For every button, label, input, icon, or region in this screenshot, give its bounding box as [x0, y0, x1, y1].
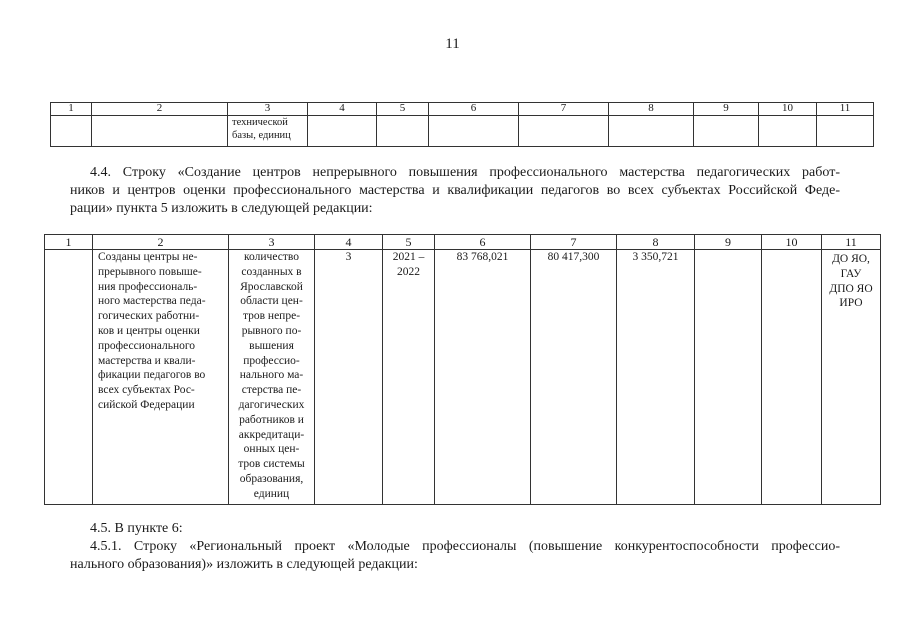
table-header-cell: 5 [377, 103, 429, 116]
paragraph-4-5-1-line2: нального образования)» изложить в следующей редакции: [70, 557, 418, 572]
cell-line: мастерства и квали- [98, 354, 196, 367]
cell-line: Созданы центры не- [98, 251, 198, 263]
cell-line: профессионального [98, 339, 196, 352]
table-header-cell: 9 [695, 235, 762, 250]
table-header-cell: 3 [229, 235, 315, 250]
cell-line: тров системы [238, 458, 305, 471]
table-row [45, 250, 881, 505]
cell-line: онных цен- [243, 443, 300, 456]
table-cell [519, 116, 609, 147]
table-cell-period [383, 250, 435, 505]
table-cell-amount: 80 417,300 [531, 250, 617, 505]
cell-line: 2022 [397, 265, 420, 278]
cell-line: ного мастерства педа- [98, 295, 206, 308]
paragraph-4-5-1-line1: 4.5.1. Строку «Региональный проект «Молодые профессионалы (повышение конкурентоспособности профессио- [90, 539, 840, 554]
cell-line: сийской Федерации [98, 398, 195, 411]
cell-line: гогических работни- [98, 310, 200, 323]
table-header-cell: 10 [759, 103, 817, 116]
cell-line: нального ма- [239, 369, 304, 382]
cell-line: всех субъектах Рос- [98, 384, 195, 397]
cell-line: 2021 – [392, 251, 425, 263]
cell-line: ДО ЯО, [832, 253, 870, 265]
paragraph-4-4-line3: рации» пункта 5 изложить в следующей редакции: [70, 201, 373, 216]
table-cell [817, 116, 874, 147]
cell-line: базы, единиц [232, 130, 291, 141]
table-header-cell: 4 [315, 235, 383, 250]
table-cell-indicator [228, 116, 308, 147]
table-header-cell: 3 [228, 103, 308, 116]
table-cell-value: 3 [315, 250, 383, 505]
cell-line: дагогических [238, 398, 305, 411]
table-header-cell: 1 [51, 103, 92, 116]
table-cell-amount: 83 768,021 [435, 250, 531, 505]
table-header-cell: 8 [617, 235, 695, 250]
cell-line: количество [244, 251, 299, 263]
table-cell-result [93, 250, 229, 505]
table-cell [759, 116, 817, 147]
table-header-cell: 4 [308, 103, 377, 116]
cell-line: прерывного повыше- [98, 265, 202, 278]
table-header-cell: 11 [822, 235, 881, 250]
table-header-cell: 5 [383, 235, 435, 250]
paragraph-4-4-line2: ников и центров оценки профессионального мастерства и квалификации педагогов во всех субъектах Российской Феде- [70, 183, 840, 198]
table-header-row [45, 235, 881, 250]
table-cell-executor [822, 250, 881, 505]
table-header-cell: 2 [92, 103, 228, 116]
cell-line: области цен- [240, 295, 303, 308]
cell-line: работников и [239, 413, 304, 426]
cell-line: ДПО ЯО [829, 282, 873, 295]
table-cell [308, 116, 377, 147]
cell-line: Ярославской [240, 280, 303, 293]
table-cell [609, 116, 694, 147]
table-cell [762, 250, 822, 505]
cell-line: аккредитаци- [238, 428, 305, 441]
table-header-cell: 9 [694, 103, 759, 116]
cell-line: единиц [253, 487, 290, 500]
table-header-cell: 11 [817, 103, 874, 116]
paragraph-4-5: 4.5. В пункте 6: [90, 521, 183, 536]
table-header-cell: 2 [93, 235, 229, 250]
table-cell [377, 116, 429, 147]
table-replacement-row [44, 234, 881, 505]
table-header-cell: 1 [45, 235, 93, 250]
table-cell [45, 250, 93, 505]
paragraph-4-4-line1: 4.4. Строку «Создание центров непрерывного повышения профессионального мастерства педагогических работ- [90, 165, 840, 180]
page-number: 11 [445, 36, 460, 52]
table-cell [92, 116, 228, 147]
table-header-cell: 7 [531, 235, 617, 250]
table-header-cell: 8 [609, 103, 694, 116]
cell-line: ГАУ [840, 267, 862, 280]
cell-line: ков и центры оценки [98, 324, 200, 337]
table-row [51, 116, 874, 147]
cell-line: вышения [249, 339, 294, 352]
table-cell-indicator [229, 250, 315, 505]
cell-line: рывного по- [241, 324, 302, 337]
cell-line: фикации педагогов во [98, 369, 206, 382]
table-header-cell: 6 [435, 235, 531, 250]
cell-line: образования, [239, 472, 304, 485]
table-header-cell: 7 [519, 103, 609, 116]
table-continued [50, 102, 874, 147]
table-header-cell: 6 [429, 103, 519, 116]
table-header-cell: 10 [762, 235, 822, 250]
cell-line: тров непре- [242, 310, 301, 323]
table-cell [695, 250, 762, 505]
table-cell-amount: 3 350,721 [617, 250, 695, 505]
cell-line: профессио- [243, 354, 300, 367]
cell-line: созданных в [241, 265, 302, 278]
table-cell [51, 116, 92, 147]
cell-line: технической [232, 117, 288, 128]
cell-line: ИРО [839, 297, 863, 310]
table-header-row [51, 103, 874, 116]
table-cell [694, 116, 759, 147]
cell-line: стерства пе- [241, 384, 302, 397]
cell-line: ния профессиональ- [98, 280, 198, 293]
table-cell [429, 116, 519, 147]
